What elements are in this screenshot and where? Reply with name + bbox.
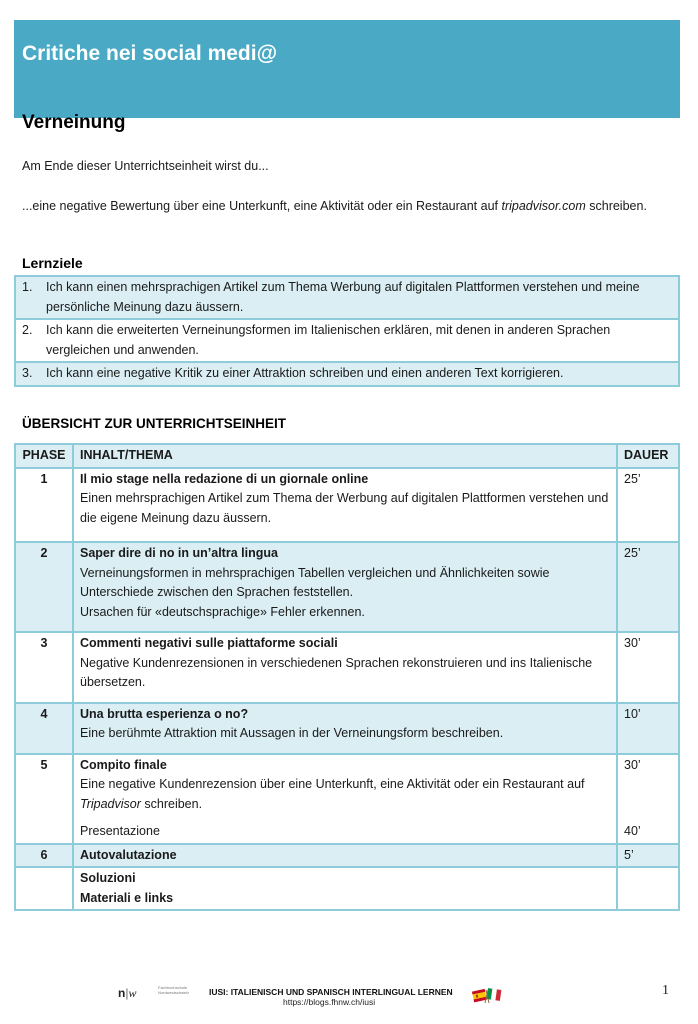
intro-goal-end: schreiben. [585, 199, 647, 213]
overview-table [14, 443, 680, 911]
goal-text: Ich kann die erweiterten Verneinungsformen im Italienischen erklären, mit denen in anderen Sprachen vergleichen und anwenden. [46, 323, 611, 357]
phase-number: 5 [15, 754, 73, 844]
phase-title: Compito finale [80, 757, 167, 772]
phase-title: Autovalutazione [80, 847, 177, 862]
table-row [15, 867, 679, 910]
phase-content [73, 754, 617, 844]
spacer [80, 744, 610, 752]
intro-line: Am Ende dieser Unterrichtseinheit wirst du... [22, 159, 269, 173]
header-phase: PHASE [15, 444, 73, 468]
phase-number: 6 [15, 844, 73, 868]
title-banner [14, 20, 680, 118]
logo-sub-line2: Nordwestschweiz [158, 990, 190, 995]
solutions-link[interactable]: Soluzioni [80, 871, 136, 885]
phase-duration: 10’ [617, 703, 679, 754]
spacer [80, 528, 610, 540]
section-heading: Verneinung [22, 112, 126, 133]
goal-number: 2. [22, 323, 33, 337]
phase-duration [617, 867, 679, 910]
phase-title: Una brutta esperienza o no? [80, 706, 249, 721]
phase-duration [617, 754, 679, 844]
intro-goal [22, 196, 662, 216]
spacer [80, 693, 610, 701]
phase-description: Einen mehrsprachigen Artikel zum Thema der Werbung auf digitalen Plattformen verstehen und die eigene Meinung dazu äussern. [80, 491, 609, 525]
footer-title: IUSI: ITALIENISCH UND SPANISCH INTERLINGUAL LERNEN [209, 987, 453, 997]
spacer [80, 814, 610, 822]
phase-description [80, 775, 610, 814]
phase-subitem: Presentazione [80, 824, 160, 838]
document-title: Critiche nei social medi@ [22, 42, 278, 65]
table-header-row [15, 444, 679, 468]
page-footer [0, 980, 698, 1020]
phase-number: 1 [15, 468, 73, 543]
phase-description: Eine berühmte Attraktion mit Aussagen in der Verneinungsform beschreiben. [80, 726, 504, 740]
phase-title: Commenti negativi sulle piattaforme sociali [80, 636, 338, 650]
goal-text: Ich kann einen mehrsprachigen Artikel zum Thema Werbung auf digitalen Plattformen verstehen und meine persönliche Meinung dazu äussern. [46, 280, 640, 314]
spacer [80, 622, 610, 630]
table-row [15, 542, 679, 632]
phase-duration: 25’ [617, 542, 679, 632]
goal-number: 1. [22, 280, 33, 294]
phase-number: 3 [15, 632, 73, 703]
footer-url[interactable]: https://blogs.fhnw.ch/iusi [283, 997, 376, 1007]
goal-number: 3. [22, 366, 33, 380]
header-content: INHALT/THEMA [73, 444, 617, 468]
phase-description: Verneinungsformen in mehrsprachigen Tabellen vergleichen und Ähnlichkeiten sowie Unterschiede zwischen den Sprachen feststellen. [80, 565, 550, 599]
tripadvisor-text: Tripadvisor [80, 796, 141, 811]
spacer [624, 814, 672, 822]
overview-heading: ÜBERSICHT ZUR UNTERRICHTSEINHEIT [22, 416, 287, 431]
phase-description-2: Ursachen für «deutschsprachige» Fehler erkennen. [80, 604, 365, 619]
table-row [15, 468, 679, 543]
phase-duration: 25’ [617, 468, 679, 543]
tripadvisor-link-text: tripadvisor.com [501, 199, 586, 213]
phase-duration: 30’ [617, 632, 679, 703]
spain-italy-flags-icon [472, 986, 502, 1006]
phase-content [73, 844, 617, 868]
phase-description-end: schreiben. [140, 796, 203, 811]
header-duration: DAUER [617, 444, 679, 468]
phase-number: 2 [15, 542, 73, 632]
phase-content [73, 542, 617, 632]
table-row [15, 703, 679, 754]
phase-duration: 5’ [617, 844, 679, 868]
phase-number: 4 [15, 703, 73, 754]
goal-item [16, 277, 678, 320]
phase-title: Saper dire di no in un’altra lingua [80, 546, 278, 560]
fhnw-logo: n|w [118, 986, 137, 1000]
fhnw-logo-text [158, 985, 189, 995]
goals-list [14, 275, 680, 387]
goal-text: Ich kann eine negative Kritik zu einer Attraktion schreiben und einen anderen Text korrigieren. [46, 366, 564, 380]
goal-item [16, 320, 678, 363]
phase-content [73, 867, 617, 910]
phase-description: Negative Kundenrezensionen in verschiedenen Sprachen rekonstruieren und ins Italienische übersetzen. [80, 655, 593, 689]
phase-content [73, 468, 617, 543]
goals-heading: Lernziele [22, 255, 83, 271]
phase-title: Il mio stage nella redazione di un giornale online [80, 471, 369, 486]
duration-main: 30’ [624, 757, 641, 772]
page-number: 1 [662, 983, 669, 998]
spacer [624, 775, 672, 814]
duration-sub: 40’ [624, 824, 641, 838]
intro-goal-text: ...eine negative Bewertung über eine Unterkunft, eine Aktivität oder ein Restaurant auf [22, 199, 502, 213]
goal-item [16, 363, 678, 385]
phase-content [73, 703, 617, 754]
materials-link[interactable]: Materiali e links [80, 890, 174, 905]
table-row [15, 754, 679, 844]
logo-sub-line1: Fachhochschule [158, 985, 188, 990]
table-row [15, 632, 679, 703]
phase-content [73, 632, 617, 703]
phase-number [15, 867, 73, 910]
phase-description-text: Eine negative Kundenrezension über eine Unterkunft, eine Aktivität oder ein Restaurant auf [80, 777, 585, 791]
table-row [15, 844, 679, 868]
